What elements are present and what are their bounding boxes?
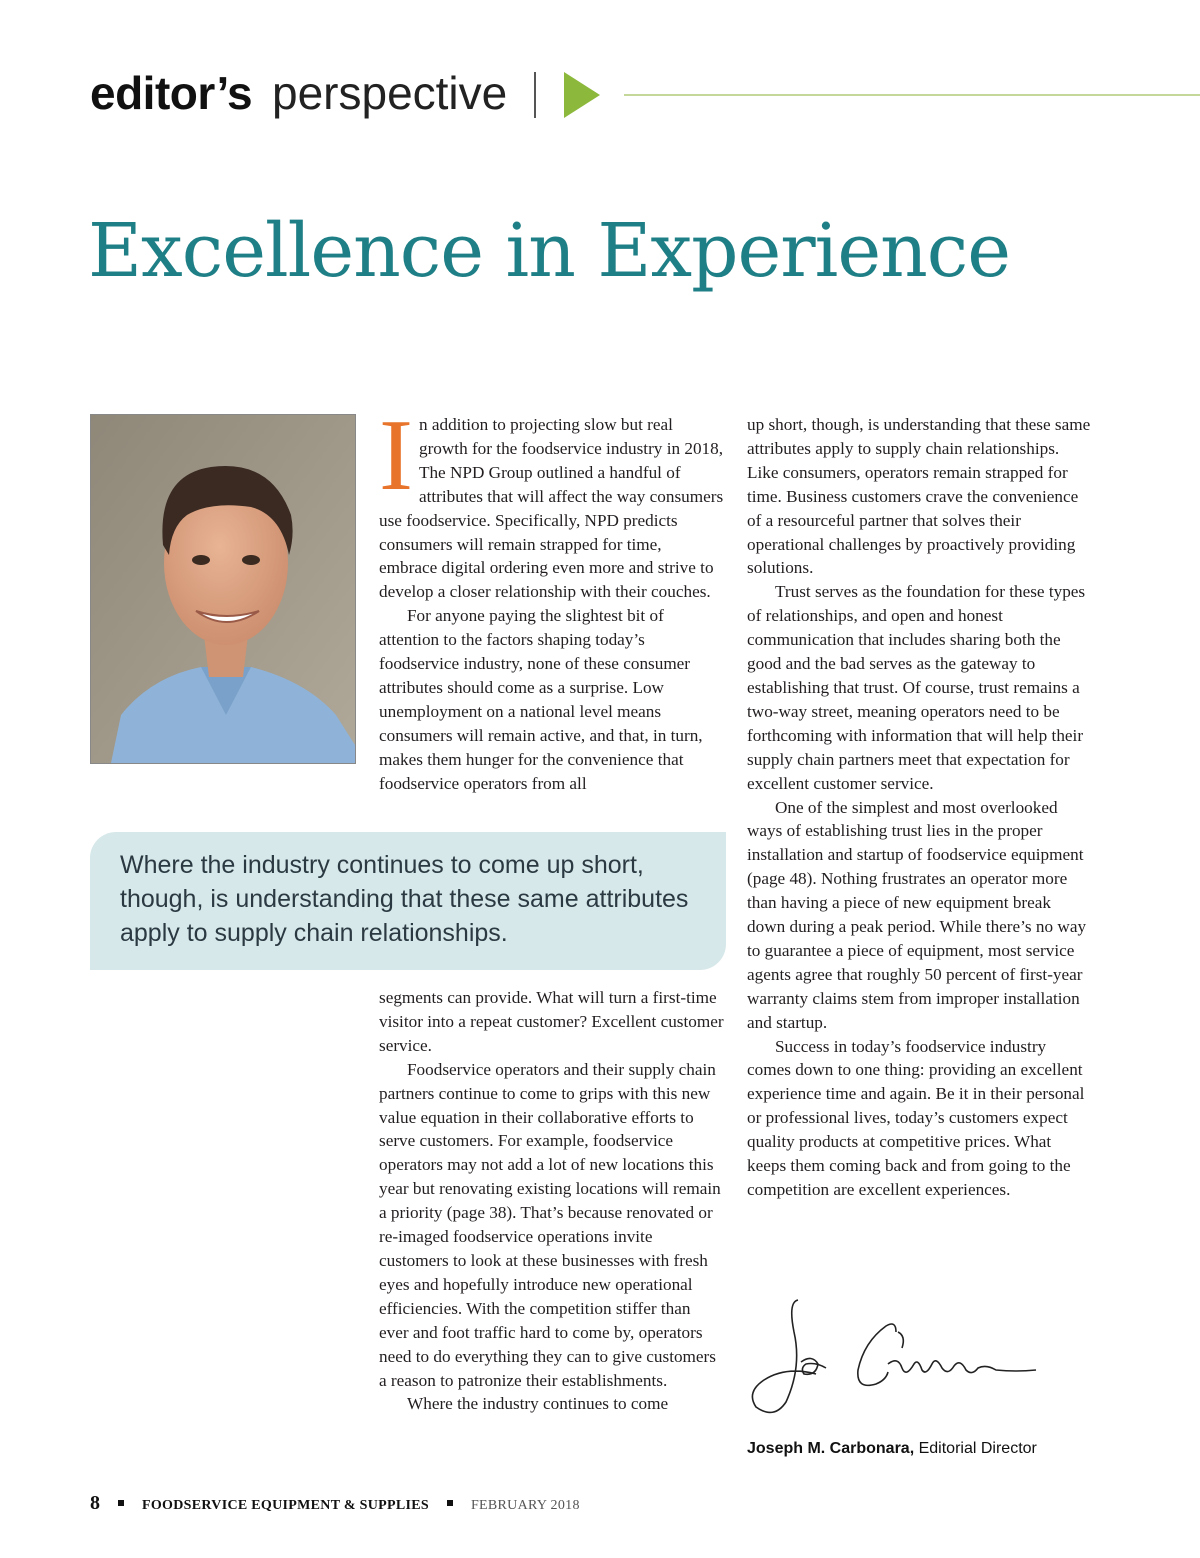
paragraph: Trust serves as the foundation for these types of relationships, and open and honest communication that includes sharing both the good and the bad serves as the gateway to establishing that trust. Of course, trust remains a two-way street, meaning operators need to be forthcoming with information that will help their supply chain partners meet that expectation for excellent customer service. bbox=[747, 582, 1086, 793]
page-footer bbox=[90, 1492, 580, 1515]
paragraph: segments can provide. What will turn a first-time visitor into a repeat customer? Excellent customer service. bbox=[379, 988, 724, 1055]
section-label-bold: editor’s bbox=[90, 67, 253, 119]
drop-cap: I bbox=[379, 399, 413, 512]
article-column-1-bottom bbox=[379, 986, 724, 1416]
issue-date: FEBRUARY 2018 bbox=[470, 1498, 580, 1513]
play-arrow-icon bbox=[564, 72, 600, 118]
bullet-square-icon bbox=[118, 1500, 124, 1506]
article-column-1-top bbox=[379, 399, 724, 796]
paragraph: One of the simplest and most overlooked ways of establishing trust lies in the proper installation and startup of foodservice equipment (page 48). Nothing frustrates an operator more than having a piece of new equipment break down during a peak period. While there’s no way to guarantee a piece of equipment, most service agents agree that roughly 50 percent of first-year warranty claims stem from improper installation and startup. bbox=[747, 797, 1087, 1032]
article-column-2 bbox=[747, 413, 1092, 1202]
paragraph: Where the industry continues to come bbox=[407, 1394, 669, 1414]
section-label-light: perspective bbox=[272, 67, 508, 119]
paragraph: n addition to projecting slow but real growth for the foodservice industry in 2018, The NPD Group outlined a handful of attributes that will affect the way consumers use foodservice. Specifically, NPD predicts consumers will remain strapped for time, embrace digital ordering even more and strive to develop a closer relationship with their couches. bbox=[379, 415, 724, 602]
editor-photo bbox=[90, 414, 356, 764]
bullet-square-icon bbox=[447, 1500, 453, 1506]
paragraph: up short, though, is understanding that these same attributes apply to supply chain relationships. Like consumers, operators remain strapped for time. Business customers crave the convenience of a resourceful partner that solves their operational challenges by proactively providing solutions. bbox=[747, 415, 1091, 578]
pull-quote: Where the industry continues to come up short, though, is understanding that these same attributes apply to supply chain relationships. bbox=[90, 832, 726, 970]
author-role: Editorial Director bbox=[918, 1440, 1037, 1457]
header-divider bbox=[534, 72, 536, 118]
header-rule bbox=[624, 94, 1200, 96]
paragraph: Foodservice operators and their supply chain partners continue to come to grips with this new value equation in their collaborative efforts to serve customers. For example, foodservice operators may not add a lot of new locations this year but renovating existing locations will remain a priority (page 38). That’s because renovated or re-imaged foodservice operations invite customers to look at these businesses with fresh eyes and hopefully introduce new operational efficiencies. With the competition stiffer than ever and foot traffic hard to come by, operators need to do everything they can to give customers a reason to patronize their establishments. bbox=[379, 1059, 721, 1390]
byline bbox=[747, 1440, 1037, 1458]
paragraph: For anyone paying the slightest bit of attention to the factors shaping today’s foodservice industry, none of these consumer attributes should come as a surprise. Low unemployment on a national level means consumers will remain active, and that, in turn, makes them hunger for the convenience that foodservice operators from all bbox=[379, 606, 703, 793]
magazine-name: FOODSERVICE EQUIPMENT & SUPPLIES bbox=[142, 1498, 429, 1513]
section-header bbox=[90, 62, 1200, 122]
author-name: Joseph M. Carbonara, bbox=[747, 1440, 915, 1457]
handwritten-signature bbox=[746, 1292, 1046, 1422]
article-title: Excellence in Experience bbox=[88, 208, 1011, 294]
paragraph: Success in today’s foodservice industry comes down to one thing: providing an excellent experience time and again. Be it in their personal or professional lives, today’s customers expect quality products at competitive prices. What keeps them coming back and from going to the competition are excellent experiences. bbox=[747, 1036, 1085, 1199]
page-number: 8 bbox=[90, 1492, 100, 1514]
